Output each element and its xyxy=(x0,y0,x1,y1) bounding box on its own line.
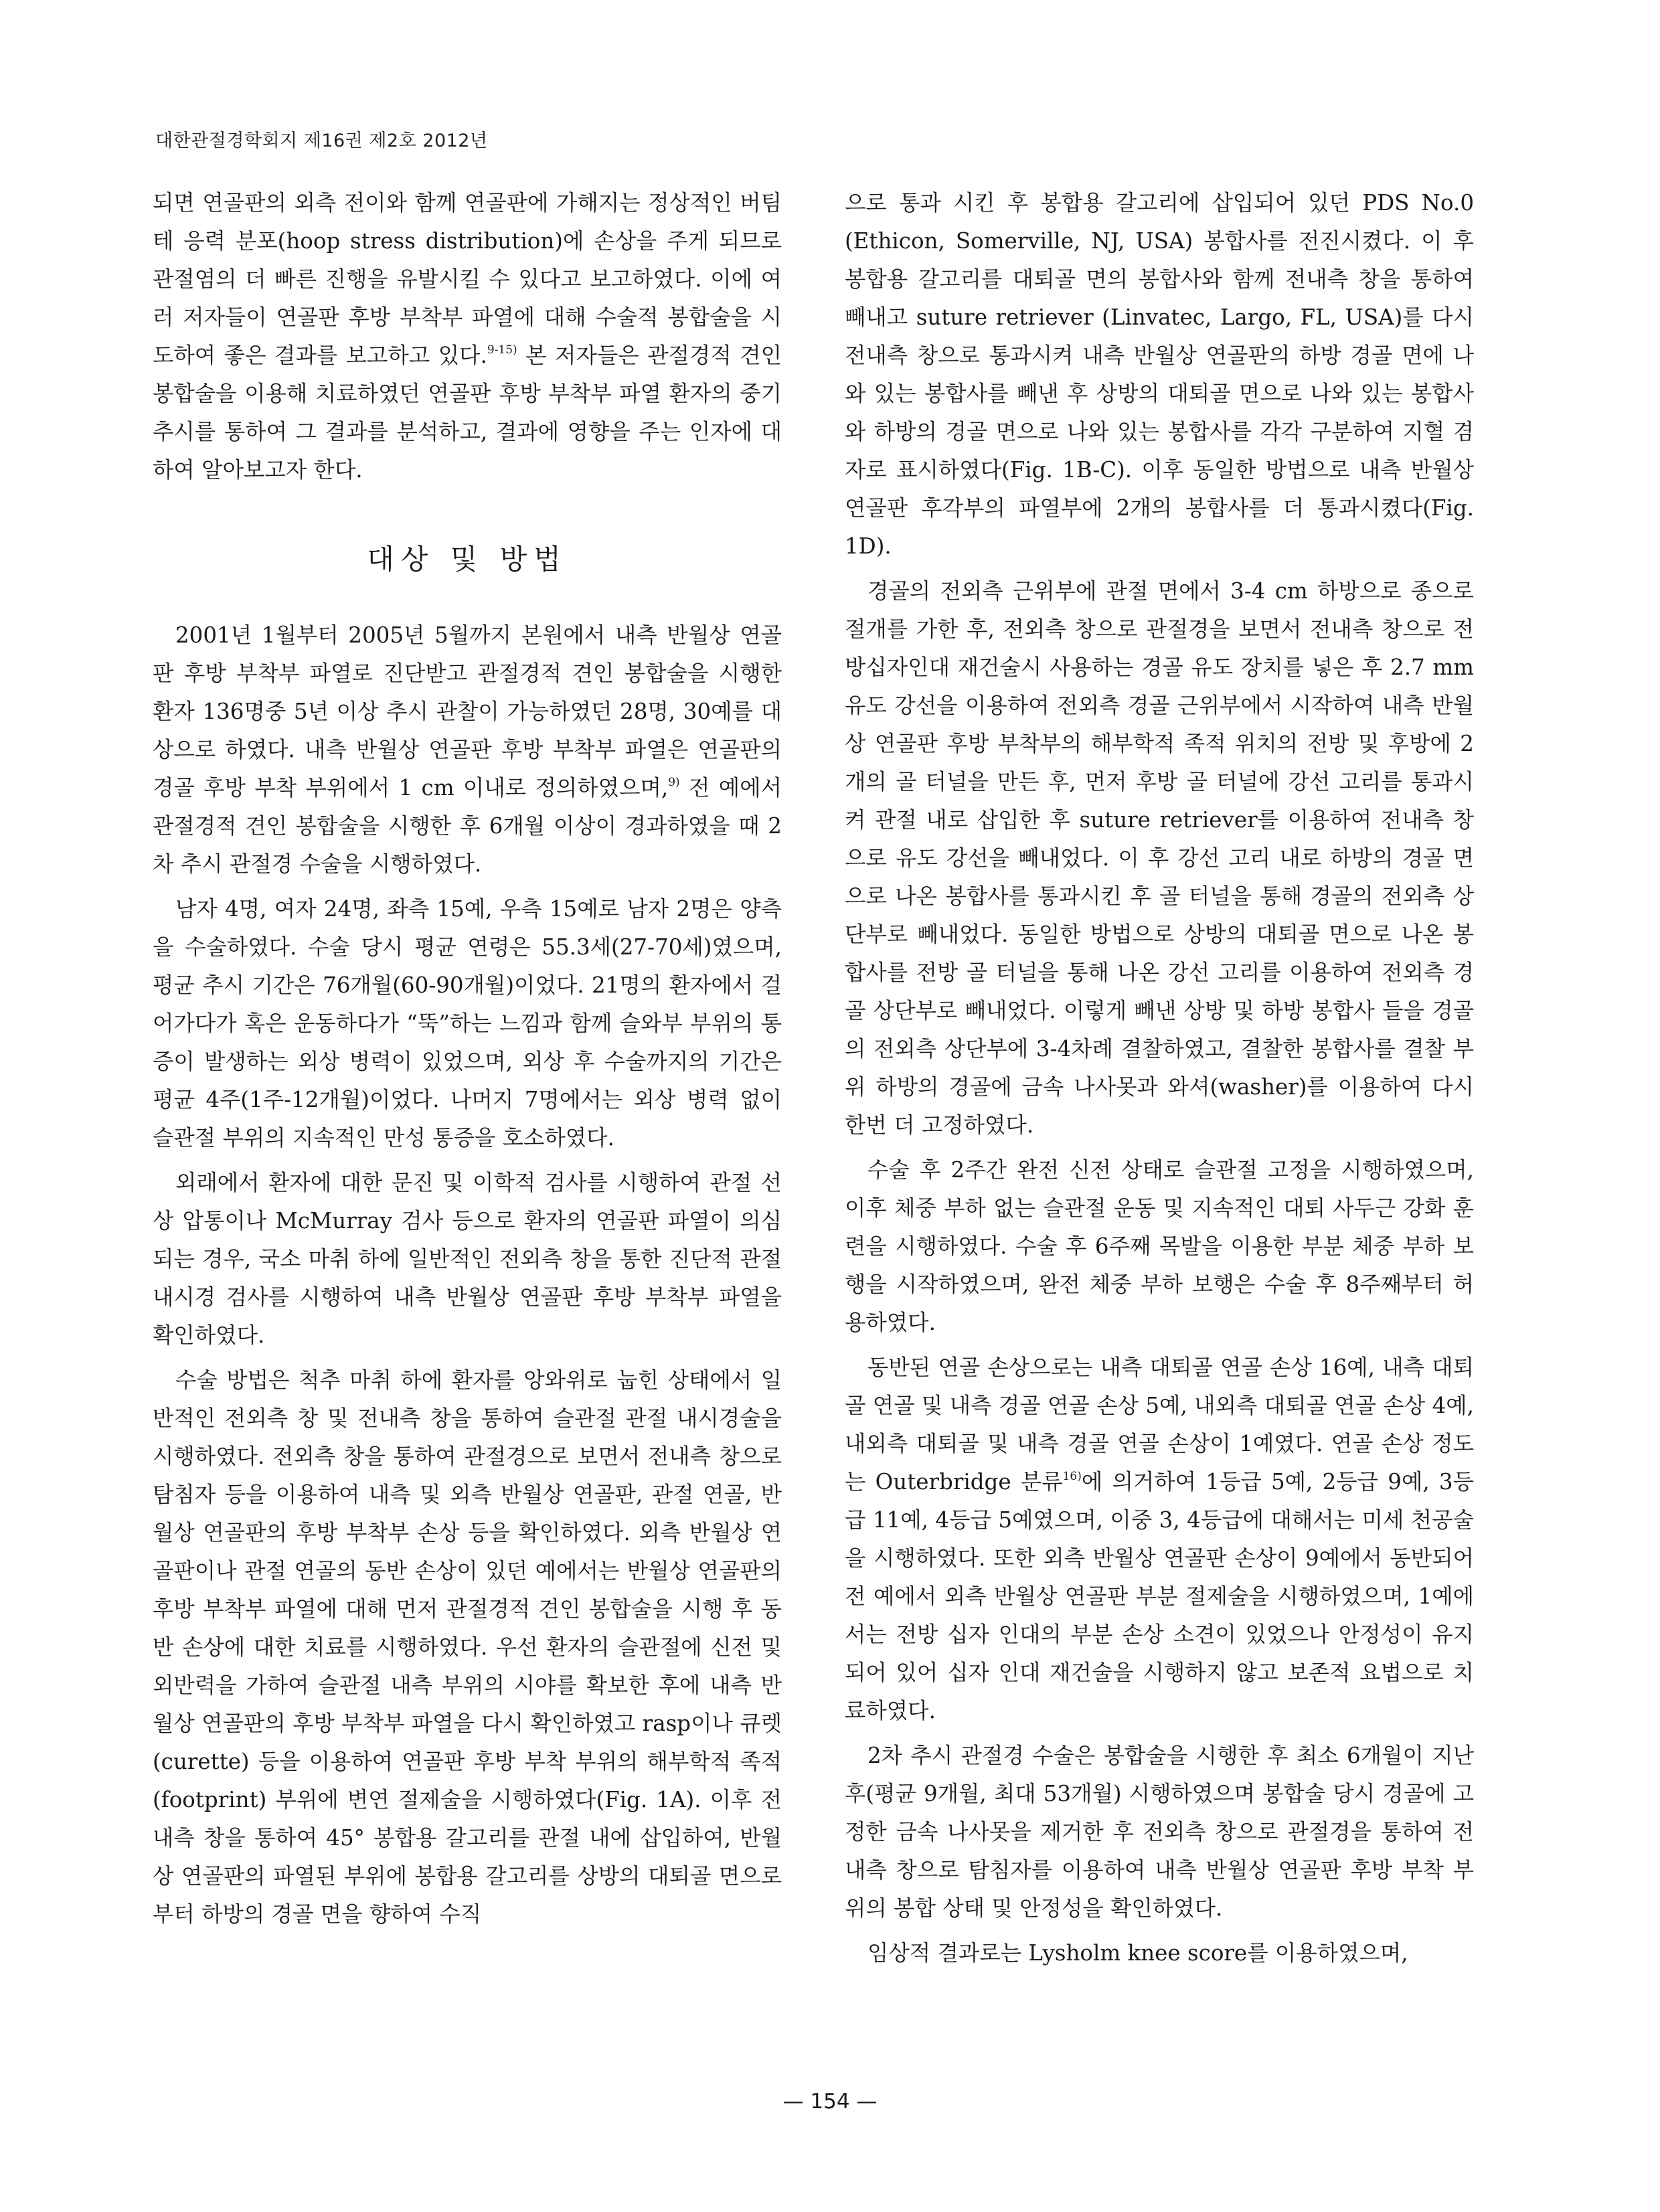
citation: 16) xyxy=(1062,1470,1082,1483)
left-column xyxy=(153,184,782,1940)
paragraph-text: 동반된 연골 손상으로는 내측 대퇴골 연골 손상 16예, 내측 대퇴골 연골 및 내측 경골 연골 손상 5예, 내외측 대퇴골 연골 손상 4예, 내외측 대퇴골 및 내측 경골 연골 손상이 1예였다. 연골 손상 정도는 Outerbridge 분류 xyxy=(845,1355,1474,1495)
journal-running-head: 대한관절경학회지 제16권 제2호 2012년 xyxy=(155,131,488,151)
paragraph-text: 전 예에서 관절경적 견인 봉합술을 시행한 후 6개월 이상이 경과하였을 때 2차 추시 관절경 수술을 시행하였다. xyxy=(153,775,782,877)
paragraph xyxy=(153,184,782,489)
paragraph xyxy=(845,1349,1474,1730)
section-title: 대상 및 방법 xyxy=(367,543,568,576)
paragraph: 경골의 전외측 근위부에 관절 면에서 3-4 cm 하방으로 종으로 절개를 가한 후, 전외측 창으로 관절경을 보면서 전내측 창으로 전방십자인대 재건술시 사용하는 경골 유도 장치를 넣은 후 2.7 mm 유도 강선을 이용하여 전외측 경골 근위부에서 시작하여 내측 반월상 연골판 후방 부착부의 해부학적 족적 위치의 전방 및 후방에 2개의 골 터널을 만든 후, 먼저 후방 골 터널에 강선 고리를 통과시켜 관절 내로 삽입한 후 suture retriever를 이용하여 전내측 창으로 유도 강선을 빼내었다. 이 후 강선 고리 내로 하방의 경골 면으로 나온 봉합사를 통과시킨 후 골 터널을 통해 경골의 전외측 상단부로 빼내었다. 동일한 방법으로 상방의 대퇴골 면으로 나온 봉합사를 전방 골 터널을 통해 나온 강선 고리를 이용하여 전외측 경골 상단부로 빼내었다. 이렇게 빼낸 상방 및 하방 봉합사 들을 경골의 전외측 상단부에 3-4차례 결찰하였고, 결찰한 봉합사를 결찰 부위 하방의 경골에 금속 나사못과 와셔(washer)를 이용하여 다시 한번 더 고정하였다. xyxy=(845,578,1474,1138)
paragraph: 2차 추시 관절경 수술은 봉합술을 시행한 후 최소 6개월이 지난 후(평균 9개월, 최대 53개월) 시행하였으며 봉합술 당시 경골에 고정한 금속 나사못을 제거한 후 전외측 창으로 관절경을 통하여 전내측 창으로 탐침자를 이용하여 내측 반월상 연골판 후방 부착 부위의 봉합 상태 및 안정성을 확인하였다. xyxy=(845,1743,1474,1921)
citation: 9-15) xyxy=(487,343,517,357)
paragraph: 수술 방법은 척추 마취 하에 환자를 앙와위로 눕힌 상태에서 일반적인 전외측 창 및 전내측 창을 통하여 슬관절 관절 내시경술을 시행하였다. 전외측 창을 통하여 관절경으로 보면서 전내측 창으로 탐침자 등을 이용하여 내측 및 외측 반월상 연골판, 관절 연골, 반월상 연골판의 후방 부착부 손상 등을 확인하였다. 외측 반월상 연골판이나 관절 연골의 동반 손상이 있던 예에서는 반월상 연골판의 후방 부착부 파열에 대해 먼저 관절경적 견인 봉합술을 시행 후 동반 손상에 대한 치료를 시행하였다. 우선 환자의 슬관절에 신전 및 외반력을 가하여 슬관절 내측 부위의 시야를 확보한 후에 내측 반월상 연골판의 후방 부착부 파열을 다시 확인하였고 rasp이나 큐렛(curette) 등을 이용하여 연골판 후방 부착 부위의 해부학적 족적(footprint) 부위에 변연 절제술을 시행하였다(Fig. 1A). 이후 전내측 창을 통하여 45° 봉합용 갈고리를 관절 내에 삽입하여, 반월상 연골판의 파열된 부위에 봉합용 갈고리를 상방의 대퇴골 면으로부터 하방의 경골 면을 향하여 수직 xyxy=(153,1367,782,1927)
paragraph: 으로 통과 시킨 후 봉합용 갈고리에 삽입되어 있던 PDS No.0 (Ethicon, Somerville, NJ, USA) 봉합사를 전진시켰다. 이 후 봉합용 갈고리를 대퇴골 면의 봉합사와 함께 전내측 창을 통하여 빼내고 suture retriever (Linvatec, Largo, FL, USA)를 다시 전내측 창으로 통과시켜 내측 반월상 연골판의 하방 경골 면에 나와 있는 봉합사를 빼낸 후 상방의 대퇴골 면으로 나와 있는 봉합사와 하방의 경골 면으로 나와 있는 봉합사를 각각 구분하여 지혈 겸자로 표시하였다(Fig. 1B-C). 이후 동일한 방법으로 내측 반월상 연골판 후각부의 파열부에 2개의 봉합사를 더 통과시켰다(Fig. 1D). xyxy=(845,190,1474,559)
paragraph: 외래에서 환자에 대한 문진 및 이학적 검사를 시행하여 관절 선 상 압통이나 McMurray 검사 등으로 환자의 연골판 파열이 의심되는 경우, 국소 마취 하에 일반적인 전외측 창을 통한 진단적 관절 내시경 검사를 시행하여 내측 반월상 연골판 후방 부착부 파열을 확인하였다. xyxy=(153,1170,782,1348)
right-column xyxy=(845,184,1474,1979)
citation: 9) xyxy=(668,776,680,789)
paragraph-text: 본 저자들은 관절경적 견인 봉합술을 이용해 치료하였던 연골판 후방 부착부 파열 환자의 중기 추시를 통하여 그 결과를 분석하고, 결과에 영향을 주는 인자에 대하여 알아보고자 한다. xyxy=(153,343,782,483)
paragraph: 수술 후 2주간 완전 신전 상태로 슬관절 고정을 시행하였으며, 이후 체중 부하 없는 슬관절 운동 및 지속적인 대퇴 사두근 강화 훈련을 시행하였다. 수술 후 6주째 목발을 이용한 부분 체중 부하 보행을 시작하였으며, 완전 체중 부하 보행은 수술 후 8주째부터 허용하였다. xyxy=(845,1157,1474,1335)
paragraph-text: 2001년 1월부터 2005년 5월까지 본원에서 내측 반월상 연골판 후방 부착부 파열로 진단받고 관절경적 견인 봉합술을 시행한 환자 136명중 5년 이상 추시 관찰이 가능하였던 28명, 30예를 대상으로 하였다. 내측 반월상 연골판 후방 부착부 파열은 연골판의 경골 후방 부착 부위에서 1 cm 이내로 정의하였으며, xyxy=(153,622,782,800)
page-number: — 154 — xyxy=(782,2090,878,2114)
paragraph xyxy=(153,616,782,883)
paragraph-text: 되면 연골판의 외측 전이와 함께 연골판에 가해지는 정상적인 버팀테 응력 분포(hoop stress distribution)에 손상을 주게 되므로 관절염의 더 빠른 진행을 유발시킬 수 있다고 보고하였다. 이에 여러 저자들이 연골판 후방 부착부 파열에 대해 수술적 봉합술을 시도하여 좋은 결과를 보고하고 있다. xyxy=(153,190,782,368)
paragraph: 남자 4명, 여자 24명, 좌측 15예, 우측 15예로 남자 2명은 양측을 수술하였다. 수술 당시 평균 연령은 55.3세(27-70세)였으며, 평균 추시 기간은 76개월(60-90개월)이었다. 21명의 환자에서 걸어가다가 혹은 운동하다가 “뚝”하는 느낌과 함께 슬와부 부위의 통증이 발생하는 외상 병력이 있었으며, 외상 후 수술까지의 기간은 평균 4주(1주-12개월)이었다. 나머지 7명에서는 외상 병력 없이 슬관절 부위의 지속적인 만성 통증을 호소하였다. xyxy=(153,896,782,1151)
paragraph: 임상적 결과로는 Lysholm knee score를 이용하였으며, xyxy=(867,1940,1408,1966)
paragraph-text: 에 의거하여 1등급 5예, 2등급 9예, 3등급 11예, 4등급 5예였으며, 이중 3, 4등급에 대해서는 미세 천공술을 시행하였다. 또한 외측 반월상 연골판 손상이 9예에서 동반되어 전 예에서 외측 반월상 연골판 부분 절제술을 시행하였으며, 1예에서는 전방 십자 인대의 부분 손상 소견이 있었으나 안정성이 유지되어 있어 십자 인대 재건술을 시행하지 않고 보존적 요법으로 치료하였다. xyxy=(845,1469,1474,1723)
